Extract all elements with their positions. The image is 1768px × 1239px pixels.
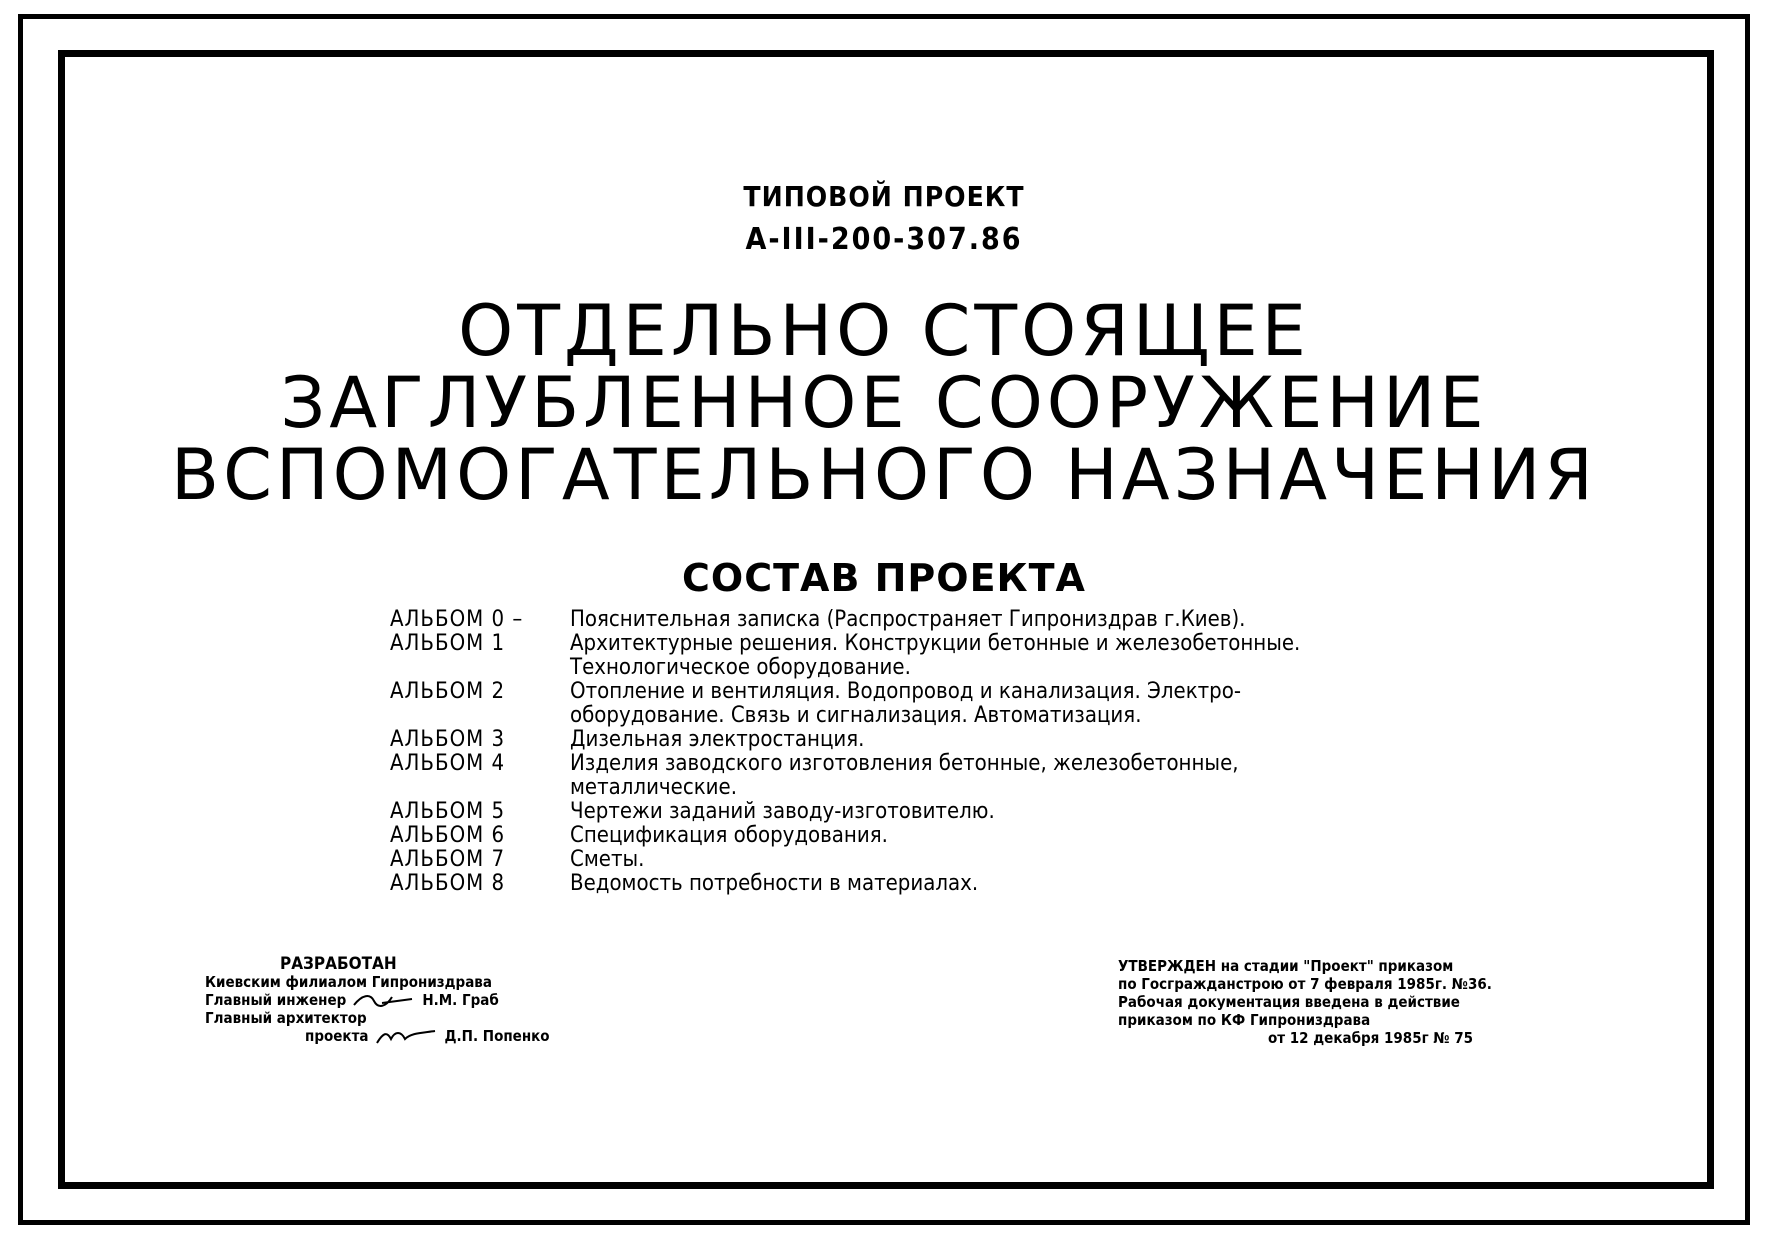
album-row-1 xyxy=(390,632,1490,680)
album-description: Спецификация оборудования. xyxy=(570,823,888,848)
title-line-2: ЗАГЛУБЛЕННОЕ СООРУЖЕНИЕ xyxy=(280,362,1488,444)
album-label: АЛЬБОМ 3 xyxy=(390,727,506,752)
album-description: Дизельная электростанция. xyxy=(570,727,865,752)
album-description: Пояснительная записка (Распространяет Гипрониздрав г.Киев). xyxy=(570,607,1246,632)
album-label: АЛЬБОМ 5 xyxy=(390,799,506,824)
composition-heading: СОСТАВ ПРОЕКТА xyxy=(682,556,1086,600)
chief-engineer-name: Н.М. Граб xyxy=(422,991,499,1009)
album-label: АЛЬБОМ 8 xyxy=(390,871,506,896)
album-description: Изделия заводского изготовления бетонные, железобетонные, металлические. xyxy=(570,751,1239,800)
signature-architect xyxy=(375,1027,439,1045)
album-description: Архитектурные решения. Конструкции бетонные и железобетонные. Технологическое оборудование. xyxy=(570,631,1301,680)
developer-heading: РАЗРАБОТАН xyxy=(280,954,397,974)
series-label: ТИПОВОЙ ПРОЕКТ xyxy=(743,180,1025,213)
album-list xyxy=(390,608,1490,896)
album-row-8 xyxy=(390,872,1490,896)
album-label: АЛЬБОМ 0 – xyxy=(390,607,524,632)
album-label: АЛЬБОМ 1 xyxy=(390,631,506,656)
album-row-0 xyxy=(390,608,1490,632)
signature-engineer xyxy=(352,991,416,1009)
album-description: Ведомость потребности в материалах. xyxy=(570,871,979,896)
album-description: Сметы. xyxy=(570,847,645,872)
album-row-5 xyxy=(390,800,1490,824)
approval-line-4: приказом по КФ Гипрониздрава xyxy=(1118,1011,1371,1029)
album-label: АЛЬБОМ 2 xyxy=(390,679,506,704)
chief-architect-name: Д.П. Попенко xyxy=(444,1027,550,1045)
album-description: Чертежи заданий заводу-изготовителю. xyxy=(570,799,995,824)
approval-line-5: от 12 декабря 1985г № 75 xyxy=(1268,1029,1474,1047)
album-row-3 xyxy=(390,728,1490,752)
album-row-7 xyxy=(390,848,1490,872)
album-row-6 xyxy=(390,824,1490,848)
album-description: Отопление и вентиляция. Водопровод и канализация. Электро- оборудование. Связь и сигнализация. Автоматизация. xyxy=(570,679,1241,728)
developer-organization: Киевским филиалом Гипрониздрава xyxy=(205,973,492,991)
approval-line-2: по Госгражданстрою от 7 февраля 1985г. №36. xyxy=(1118,975,1492,993)
album-label: АЛЬБОМ 6 xyxy=(390,823,506,848)
project-label: проекта xyxy=(305,1027,369,1045)
album-label: АЛЬБОМ 4 xyxy=(390,751,506,776)
project-code: А-III-200-307.86 xyxy=(745,222,1023,257)
approval-line-1: УТВЕРЖДЕН на стадии "Проект" приказом xyxy=(1118,957,1454,975)
chief-architect-label: Главный архитектор xyxy=(205,1009,367,1027)
title-line-1: ОТДЕЛЬНО СТОЯЩЕЕ xyxy=(458,290,1310,372)
title-line-3: ВСПОМОГАТЕЛЬНОГО НАЗНАЧЕНИЯ xyxy=(171,434,1597,516)
chief-engineer-label: Главный инженер xyxy=(205,991,347,1009)
chief-engineer-row xyxy=(205,991,550,1009)
developer-block xyxy=(205,955,550,1045)
chief-architect-row xyxy=(205,1027,550,1045)
approval-block xyxy=(1118,957,1492,1047)
approval-line-3: Рабочая документация введена в действие xyxy=(1118,993,1460,1011)
album-row-2 xyxy=(390,680,1490,728)
album-row-4 xyxy=(390,752,1490,800)
album-label: АЛЬБОМ 7 xyxy=(390,847,506,872)
